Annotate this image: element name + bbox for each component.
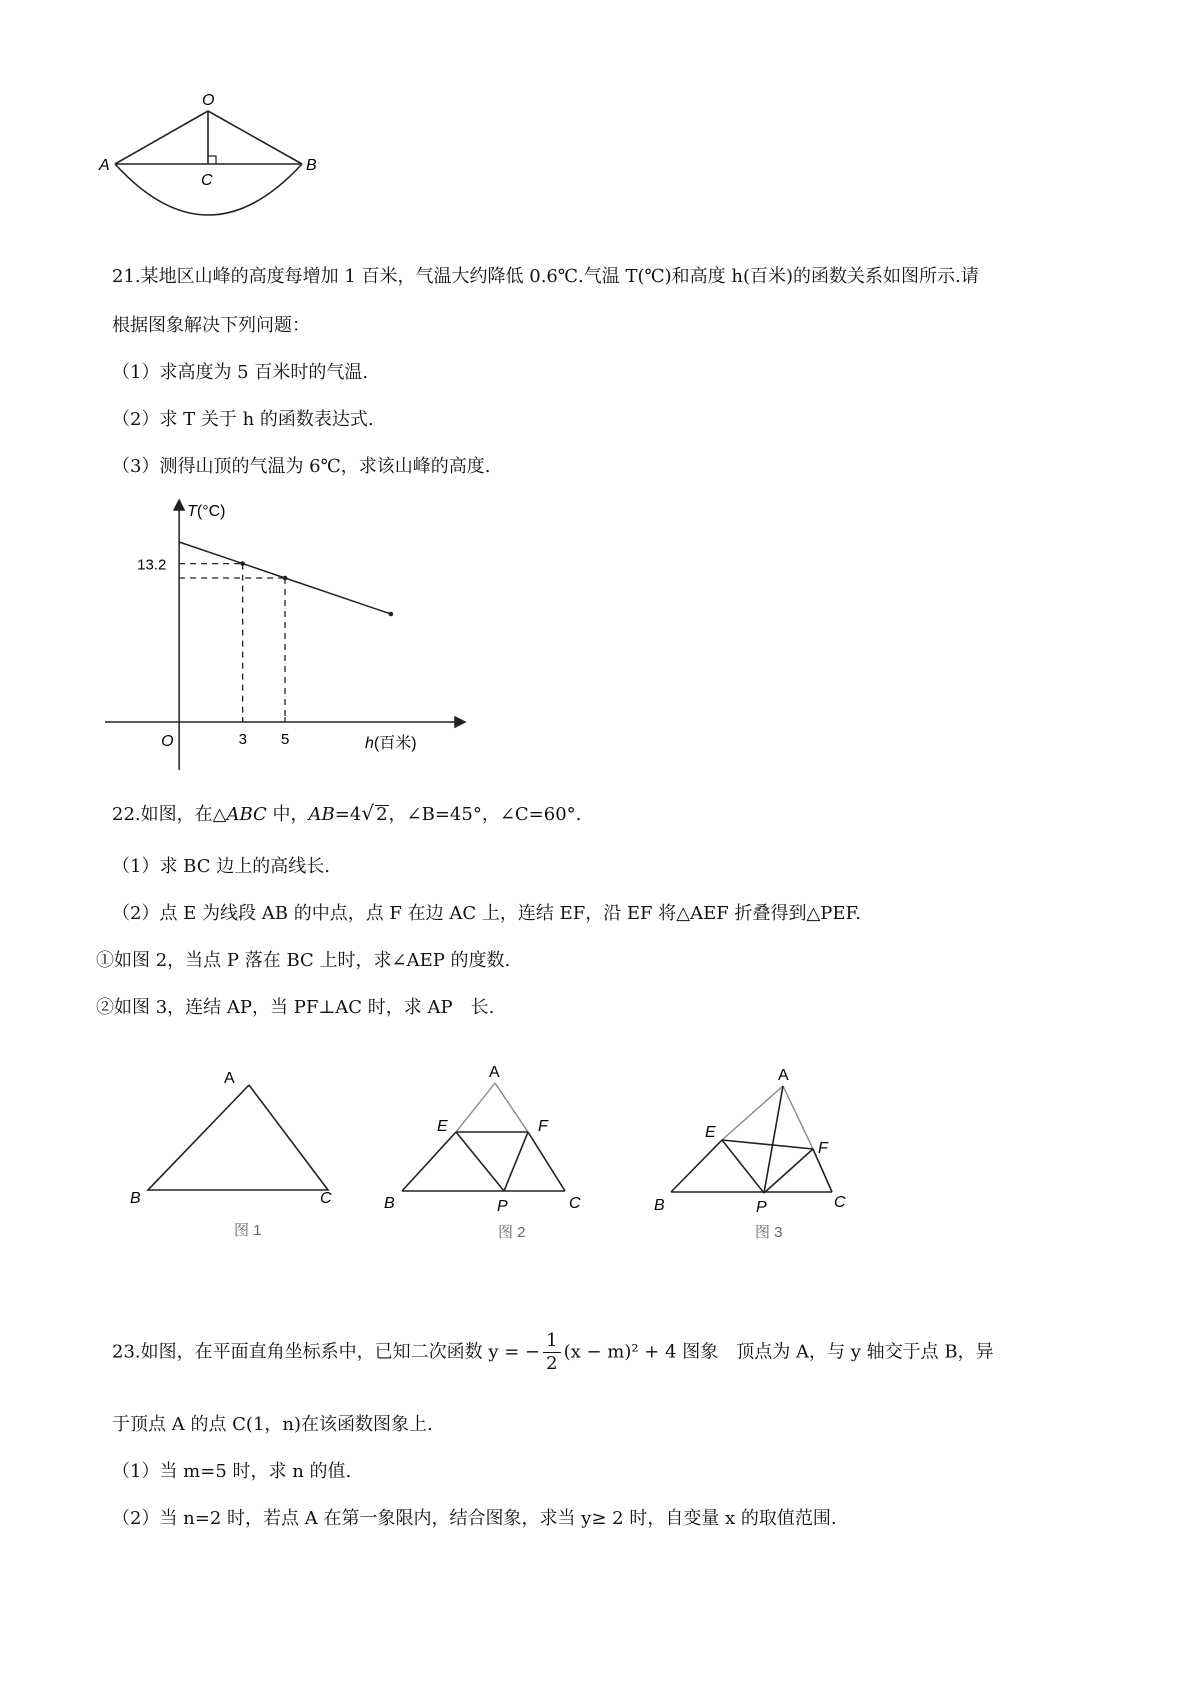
- data-point: [240, 561, 245, 566]
- fig1-caption: 图 1: [234, 1222, 262, 1239]
- y-tick-label: 13.2: [137, 556, 167, 574]
- q22-part2-a: ①如图 2，当点 P 落在 BC 上时，求∠AEP 的度数.: [96, 950, 511, 971]
- data-point: [283, 576, 288, 581]
- q22-part2: （2）点 E 为线段 AB 的中点，点 F 在边 AC 上，连结 EF，沿 EF 将△AEF 折叠得到△PEF.: [112, 903, 861, 924]
- q23-stem-line1: 23.如图，在平面直角坐标系中，已知二次函数 y = − $\frac{1}{2}$ (x − m)² + 4 图象 顶点为 A，与 y 轴交于点 B，异: [112, 1330, 994, 1374]
- q21-part1: （1）求高度为 5 百米时的气温.: [112, 362, 369, 383]
- label-A: A: [99, 157, 110, 174]
- q21-part3: （3）测得山顶的气温为 6℃，求该山峰的高度.: [112, 456, 491, 477]
- fig2-label-A: A: [489, 1064, 500, 1081]
- data-point: [389, 612, 394, 617]
- fig2-caption: 图 2: [498, 1224, 526, 1241]
- fig2-label-P: P: [497, 1198, 508, 1215]
- fig2-label-E: E: [437, 1118, 448, 1135]
- fig3-label-F: F: [818, 1140, 828, 1157]
- temperature-height-chart: [105, 500, 465, 770]
- fig3-label-E: E: [705, 1124, 716, 1141]
- fig1-label-C: C: [320, 1190, 332, 1207]
- fig3-caption: 图 3: [755, 1224, 783, 1241]
- fig3-label-A: A: [778, 1067, 789, 1084]
- q21-part2: （2）求 T 关于 h 的函数表达式.: [112, 409, 374, 430]
- q23-stem-line2: 于顶点 A 的点 C(1，n)在该函数图象上.: [112, 1414, 433, 1435]
- x-axis-arrow-icon: [455, 717, 465, 727]
- y-axis-label: T(°C): [187, 503, 226, 520]
- sqrt-expression: 4√ 2: [349, 801, 388, 825]
- figure-arc-chord: [90, 88, 340, 238]
- x-tick-label: 5: [281, 731, 290, 748]
- fig2-label-C: C: [569, 1195, 581, 1212]
- fig3-label-C: C: [834, 1194, 846, 1211]
- figure-2-fold: [385, 1050, 615, 1240]
- fig1-label-A: A: [224, 1070, 235, 1087]
- fig2-label-F: F: [538, 1118, 548, 1135]
- x-axis-label: h(百米): [365, 735, 417, 752]
- q22-part2-b: ②如图 3，连结 AP，当 PF⊥AC 时，求 AP 长.: [96, 997, 495, 1018]
- fig3-label-B: B: [654, 1197, 665, 1214]
- q21-stem-line2: 根据图象解决下列问题：: [112, 315, 310, 336]
- q23-part2: （2）当 n=2 时，若点 A 在第一象限内，结合图象，求当 y≥ 2 时，自变量 x 的取值范围.: [112, 1508, 837, 1529]
- fig3-label-P: P: [756, 1199, 767, 1216]
- fig1-label-B: B: [130, 1190, 141, 1207]
- q22-stem: 22.如图，在△ABC 中，AB=4√ 2，∠B=45°，∠C=60°.: [112, 801, 582, 825]
- label-O: O: [202, 92, 215, 109]
- label-B: B: [306, 157, 317, 174]
- q21-stem-line1: 21.某地区山峰的高度每增加 1 百米，气温大约降低 0.6℃.气温 T(℃)和高度 h(百米)的函数关系如图所示.请: [112, 266, 979, 287]
- y-axis-arrow-icon: [174, 500, 184, 510]
- origin-label: O: [161, 733, 174, 750]
- x-tick-label: 3: [238, 731, 247, 748]
- fraction-one-half: $\frac{1}{2}$: [543, 1330, 560, 1375]
- figure-1-triangle: [120, 1060, 350, 1240]
- figure-3-fold: [650, 1050, 880, 1240]
- q23-part1: （1）当 m=5 时，求 n 的值.: [112, 1461, 352, 1482]
- label-C: C: [201, 172, 213, 189]
- q22-part1: （1）求 BC 边上的高线长.: [112, 856, 330, 877]
- fig2-label-B: B: [384, 1195, 395, 1212]
